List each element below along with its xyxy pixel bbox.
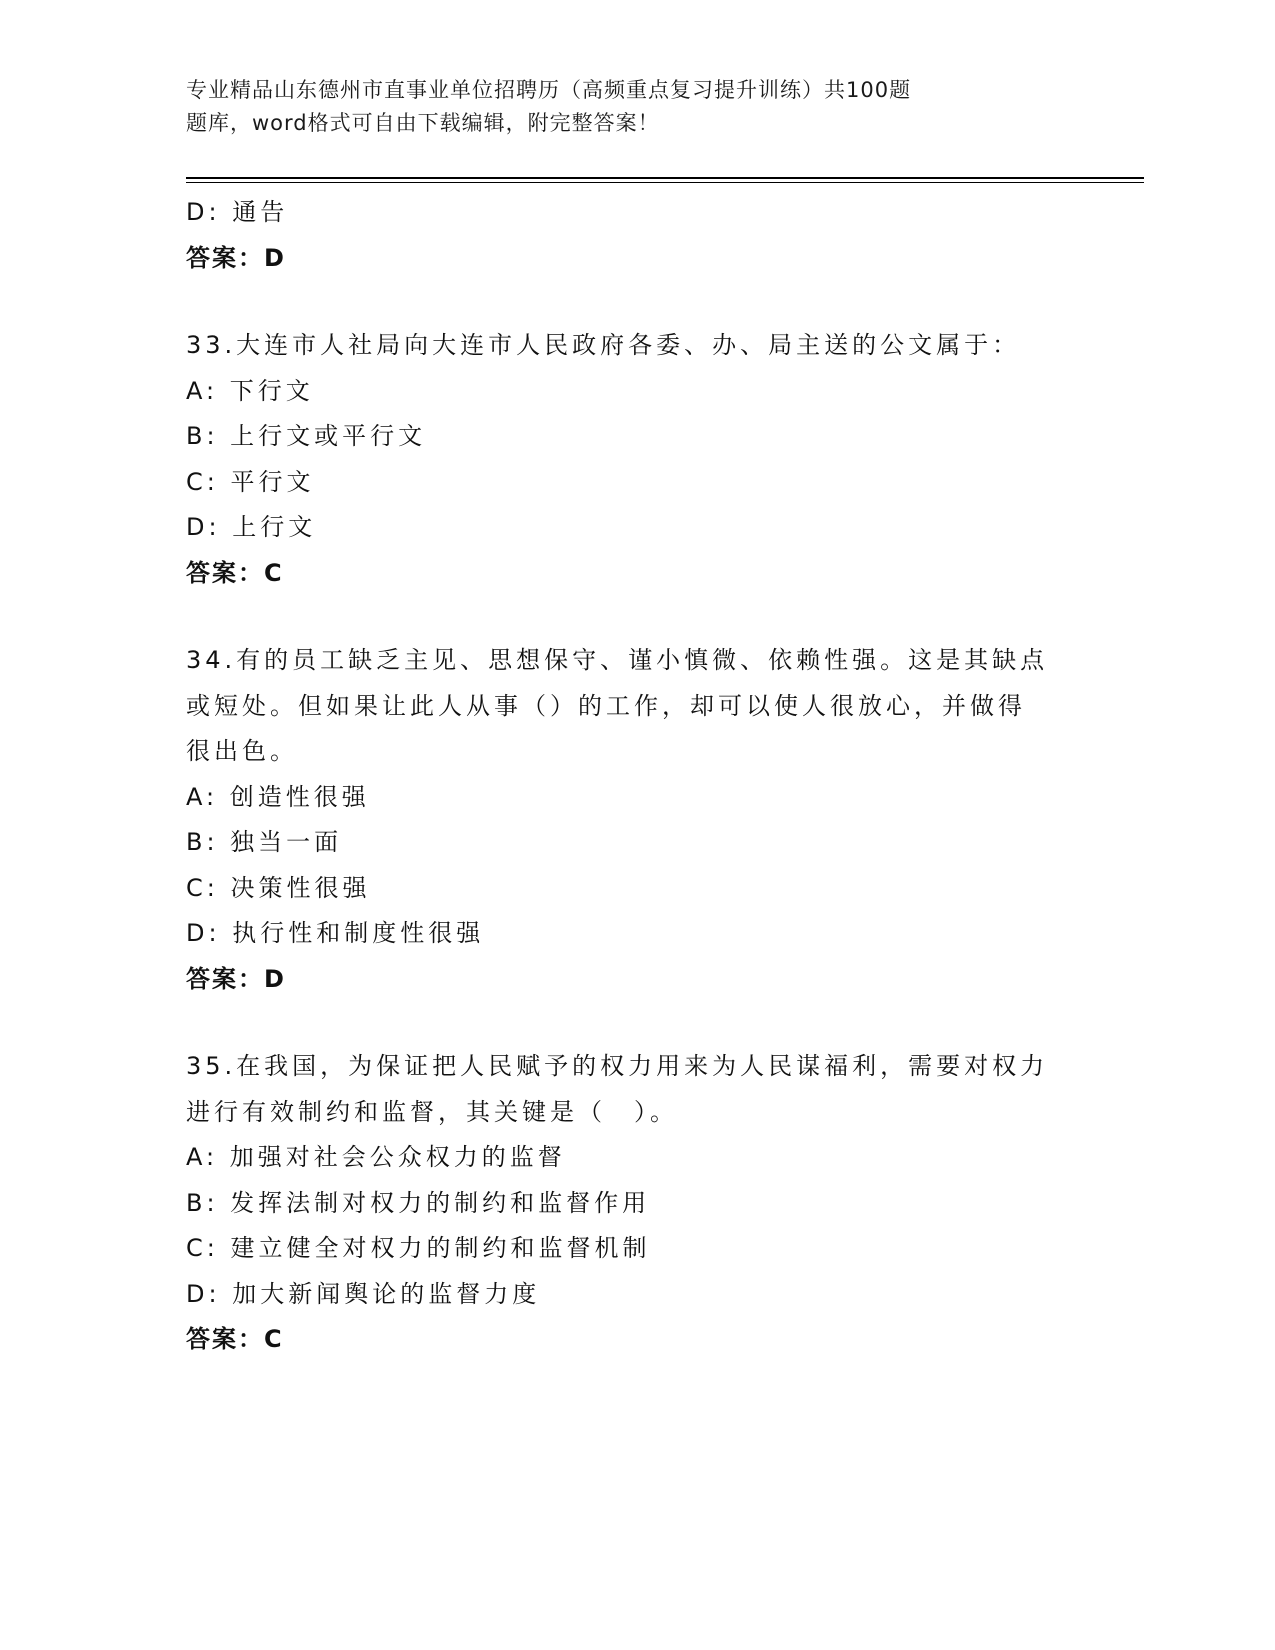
option-c: C: 平行文 <box>186 467 315 496</box>
option-a: A: 创造性很强 <box>186 782 370 811</box>
question-text-line-3: 很出色。 <box>186 737 298 765</box>
option-b: B: 上行文或平行文 <box>186 422 427 450</box>
header-line-1: 专业精品山东德州市直事业单位招聘历（高频重点复习提升训练）共100题 <box>186 78 912 102</box>
question-list <box>186 190 1086 1363</box>
header-divider-thick <box>186 177 1144 179</box>
option-b: B: 独当一面 <box>186 828 343 856</box>
spacer <box>186 281 1086 323</box>
question-text-line-1: 34.有的员工缺乏主见、思想保守、谨小慎微、依赖性强。这是其缺点 <box>186 646 1049 674</box>
answer-line: 答案：C <box>186 1325 284 1353</box>
option-a: A: 下行文 <box>186 376 314 405</box>
header-line-2: 题库，word格式可自由下载编辑，附完整答案！ <box>186 111 660 135</box>
option-d: D: 加大新闻舆论的监督力度 <box>186 1279 541 1308</box>
question-text-line-2: 进行有效制约和监督，其关键是（ ）。 <box>186 1097 678 1126</box>
document-header <box>186 74 1026 140</box>
option-d: D: 上行文 <box>186 513 317 541</box>
option-c: C: 决策性很强 <box>186 873 371 902</box>
option-d: D: 通告 <box>186 198 289 226</box>
option-c: C: 建立健全对权力的制约和监督机制 <box>186 1234 651 1262</box>
question-text: 33.大连市人社局向大连市人民政府各委、办、局主送的公文属于： <box>186 331 1021 359</box>
option-a: A: 加强对社会公众权力的监督 <box>186 1143 566 1171</box>
question-35 <box>186 1044 1086 1363</box>
question-33 <box>186 323 1086 596</box>
answer-line: 答案：D <box>186 243 286 272</box>
question-text-line-1: 35.在我国，为保证把人民赋予的权力用来为人民谋福利，需要对权力 <box>186 1052 1049 1080</box>
answer-line: 答案：D <box>186 964 286 993</box>
question-text-line-2: 或短处。但如果让此人从事（）的工作，却可以使人很放心，并做得 <box>186 691 1026 720</box>
spacer <box>186 1002 1086 1044</box>
spacer <box>186 596 1086 638</box>
option-d: D: 执行性和制度性很强 <box>186 919 485 947</box>
question-34 <box>186 638 1086 1002</box>
option-b: B: 发挥法制对权力的制约和监督作用 <box>186 1188 651 1217</box>
header-divider-thin <box>186 182 1144 183</box>
answer-line: 答案：C <box>186 558 284 587</box>
